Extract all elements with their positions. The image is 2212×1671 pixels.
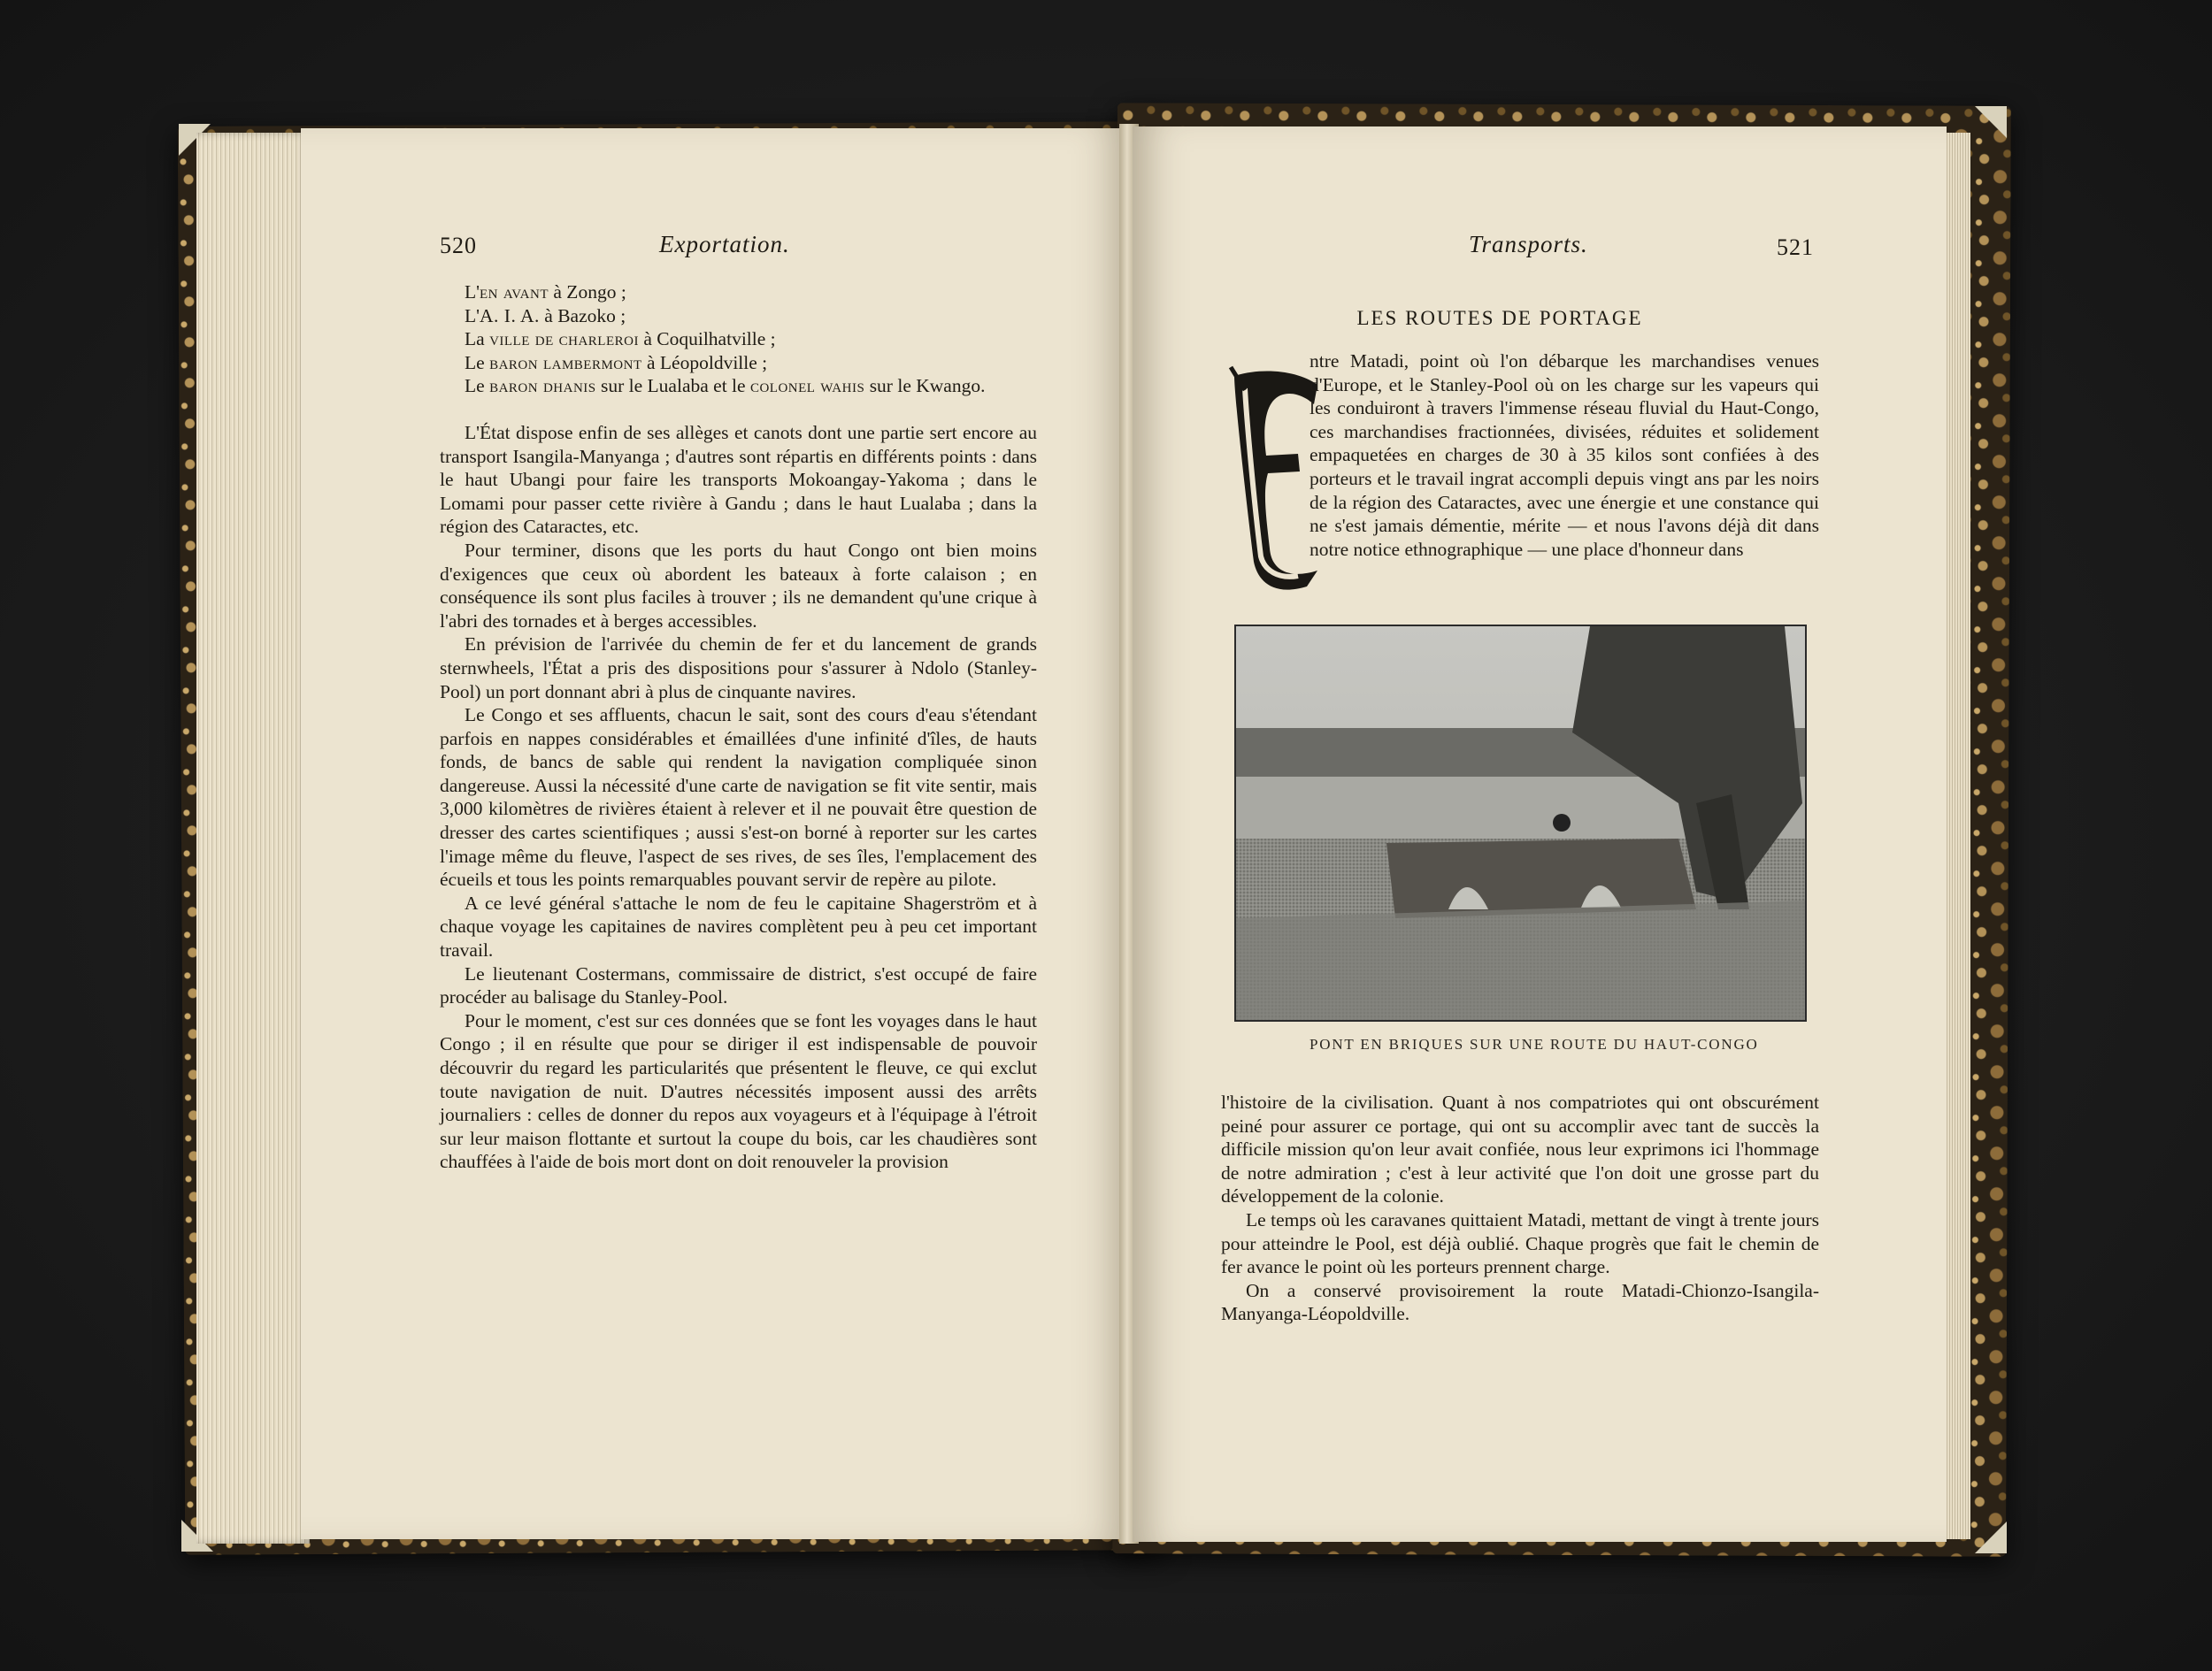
page-block-edges-left [196,133,310,1544]
left-page [301,128,1128,1539]
right-page [1133,126,1947,1542]
intro-paragraph: ntre Matadi, point où l'on débarque les marchandises venues d'Europe, et le Stanley-Pool où on les charge sur les vapeurs qui les conduiront à travers l'immense réseau fluvial du Haut-Congo, ces marchandises fractionnées, divisées, réduites et solidement empaquetées en charges de 30 à 35 kilos sont confiées à des porteurs et le travail ingrat accompli depuis vingt ans par les noirs de la région des Cataractes, avec une énergie et une constance qui ne s'est jamais démentie, mérite — et nous l'avons déjà dit dans notre notice ethnographique — une place d'honneur dans [1310,350,1819,560]
left-page-body [440,280,1037,1174]
running-head-right: Transports. [1469,231,1588,257]
right-page-body [1221,1091,1819,1326]
page-number-right: 521 [1777,234,1814,260]
paragraph: Pour terminer, disons que les ports du haut Congo ont bien moins d'exigences que ceux où abordent les bateaux à forte calaison ; en conséquence ils sont plus faciles à trouver ; ils ne demandent qu'une crique à l'abri des tornades et à berges accessibles. [440,539,1037,632]
paragraph: L'État dispose enfin de ses allèges et canots dont une partie sert encore au transport Isangila-Manyanga ; d'autres sont répartis en différents points : dans le haut Ubangi pour faire les transports Mokoangay-Yakoma ; dans le Lomami pour passer cette rivière à Gandu ; dans le haut Lualaba ; dans la région des Cataractes, etc. [440,421,1037,538]
brick-bridge-photo-icon [1236,626,1805,1020]
vessel-list-item: L'en avant à Zongo ; [465,281,626,303]
paragraph: Le temps où les caravanes quittaient Matadi, mettant de vingt à trente jours pour atteindre le Pool, est déjà oublié. Chaque progrès que fait le chemin de fer avance le point où les porteurs prennent charge. [1221,1208,1819,1278]
photo-caption: PONT EN BRIQUES SUR UNE ROUTE DU HAUT-CONGO [1310,1036,1759,1053]
section-title: LES ROUTES DE PORTAGE [1356,307,1643,329]
vessel-list-item: L'A. I. A. à Bazoko ; [465,304,626,326]
running-head-left: Exportation. [659,231,790,257]
paragraph: Pour le moment, c'est sur ces données que se font les voyages dans le haut Congo ; il en résulte que pour se diriger il est indispensable de pouvoir découvrir du regard les particularités que présentent le fleuve, ce qui exclut toute navigation de nuit. D'autres nécessités imposent aussi des arrêts journaliers : celles de donner du repos aux voyageurs et à l'équipage à l'étroit sur leur maison flottante et surtout la coupe du bois, car les chaudières sont chauffées à l'aide de bois mort dont on doit renouveler la provision [440,1009,1037,1173]
bridge-photograph [1234,625,1807,1022]
right-intro-text [1221,349,1819,561]
vessel-list-item: Le baron dhanis sur le Lualaba et le colonel wahis sur le Kwango. [465,375,986,397]
paragraph: l'histoire de la civilisation. Quant à nos compatriotes qui ont obscurément peiné pour assurer ce portage, qui ont su accomplir avec tant de succès la difficile mission qu'on leur avait confiée, nous leur exprimons ici l'hommage de notre admiration ; c'est à leur activité que l'on doit une grosse part du développement de la colonie. [1221,1092,1819,1207]
paragraph: En prévision de l'arrivée du chemin de fer et du lancement de grands sternwheels, l'État a pris des dispositions pour s'assurer à Ndolo (Stanley-Pool) un port donnant abri à plus de cinquante navires. [440,633,1037,702]
paragraph: A ce levé général s'attache le nom de feu le capitaine Shagerström et à chaque voyage les capitaines de navires complètent peu à peu cet important travail. [440,892,1037,962]
page-number-left: 520 [440,233,477,258]
paragraph: On a conservé provisoirement la route Matadi-Chionzo-Isangila-Manyanga-Léopoldville. [1221,1279,1819,1325]
vessel-list-item: Le baron lambermont à Léopoldville ; [465,351,768,373]
vessel-list-item: La ville de charleroi à Coquilhatville ; [465,328,776,350]
paragraph: Le Congo et ses affluents, chacun le sait, sont des cours d'eau s'étendant parfois en nappes considérables et émaillées d'une infinité d'îles, de hauts fonds, de bancs de sable qui rendent la navigation compliquée sinon dangereuse. Aussi la nécessité d'une carte de navigation se fit vite sentir, mais 3,000 kilomètres de rivières étaient à relever et il ne pouvait être question de dresser des cartes scientifiques ; aussi s'est-on borné à reporter sur les cartes l'image même du fleuve, l'aspect de ses rives, de ses îles, l'emplacement des écueils et tous les points remarquables pouvant servir de repère au pilote. [440,704,1037,891]
paragraph: Le lieutenant Costermans, commissaire de district, s'est occupé de faire procéder au balisage du Stanley-Pool. [440,962,1037,1008]
